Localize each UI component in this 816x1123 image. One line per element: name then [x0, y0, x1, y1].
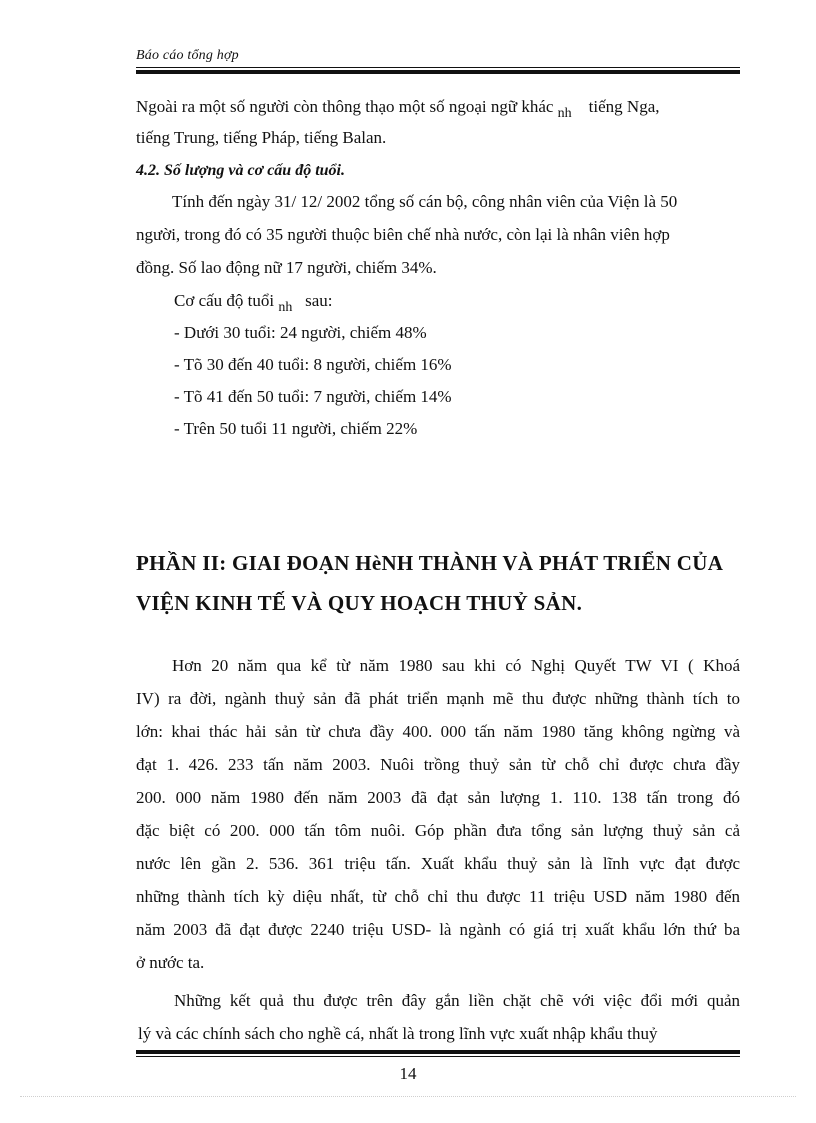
intro-subscript: nh	[557, 106, 572, 121]
para-line: lý và các chính sách cho nghề cá, nhất là trong lĩnh vực xuất nhập khẩu thuỷ	[138, 1024, 658, 1043]
para-line: 200. 000 năm 1980 đến năm 2003 đã đạt sản lượng 1. 110. 138 tấn trong đó	[136, 788, 740, 807]
para-line: đồng. Số lao động nữ 17 người, chiếm 34%.	[136, 258, 437, 277]
footer-rule-thick	[136, 1050, 740, 1054]
intro-line-1	[136, 96, 740, 120]
para-line: những thành tích kỳ diệu nhất, từ chỗ chỉ thu được 11 triệu USD năm 1980 đến	[136, 887, 740, 906]
para-line: ở nước ta.	[136, 953, 205, 972]
para-line: Những kết quả thu được trên đây gắn liền chặt chẽ với việc đổi mới quản	[174, 991, 740, 1010]
page-number: 14	[399, 1064, 417, 1083]
para-line: đạt 1. 426. 233 tấn năm 2003. Nuôi trồng thuỷ sản từ chỗ chỉ được chưa đầy	[136, 755, 740, 774]
part-heading-line-1: PHẦN II: GIAI ĐOẠN HèNH THÀNH VÀ PHÁT TRIỂN CỦA	[136, 551, 724, 575]
age-structure-text-a: Cơ cấu độ tuổi	[174, 291, 275, 310]
list-item: - Tõ 41 đến 50 tuổi: 7 người, chiếm 14%	[174, 387, 452, 406]
para-line: nước lên gần 2. 536. 361 triệu tấn. Xuất khẩu thuỷ sản là lĩnh vực đạt được	[136, 854, 740, 873]
header-rule-thick	[136, 70, 740, 74]
page-bottom-border	[20, 1096, 796, 1097]
list-item: - Tõ 30 đến 40 tuổi: 8 người, chiếm 16%	[174, 355, 452, 374]
header-rule-thin	[136, 67, 740, 68]
age-structure-intro	[174, 290, 778, 314]
intro-text-b: tiếng Nga,	[588, 97, 660, 116]
para-line: lớn: khai thác hải sản từ chưa đầy 400. 000 tấn năm 1980 tăng không ngừng và	[136, 722, 740, 741]
header-title: Báo cáo tổng hợp	[136, 48, 239, 63]
para-line: Hơn 20 năm qua kể từ năm 1980 sau khi có Nghị Quyết TW VI ( Khoá	[172, 656, 740, 675]
age-structure-subscript: nh	[278, 300, 293, 315]
para-line: năm 2003 đã đạt được 2240 triệu USD- là ngành có giá trị xuất khẩu lớn thứ ba	[136, 920, 740, 939]
part-heading-line-2: VIỆN KINH TẾ VÀ QUY HOẠCH THUỶ SẢN.	[136, 591, 583, 615]
para-line: đặc biệt có 200. 000 tấn tôm nuôi. Góp phần đưa tổng sản lượng thuỷ sản cả	[136, 821, 740, 840]
para-line: người, trong đó có 35 người thuộc biên chế nhà nước, còn lại là nhân viên hợp	[136, 225, 670, 244]
para-line: IV) ra đời, ngành thuỷ sản đã phát triển mạnh mẽ thu được những thành tích to	[136, 689, 740, 708]
intro-text-a: Ngoài ra một số người còn thông thạo một số ngoại ngữ khác	[136, 97, 554, 116]
para-line: Tính đến ngày 31/ 12/ 2002 tổng số cán bộ, công nhân viên của Viện là 50	[172, 192, 678, 211]
list-item: - Trên 50 tuổi 11 người, chiếm 22%	[174, 419, 418, 438]
section-heading-4-2: 4.2. Số lượng và cơ cấu độ tuổi.	[136, 162, 345, 179]
intro-line-2: tiếng Trung, tiếng Pháp, tiếng Balan.	[136, 128, 387, 147]
footer-rule-thin	[136, 1056, 740, 1057]
list-item: - Dưới 30 tuổi: 24 người, chiếm 48%	[174, 323, 427, 342]
age-structure-text-b: sau:	[305, 291, 333, 310]
